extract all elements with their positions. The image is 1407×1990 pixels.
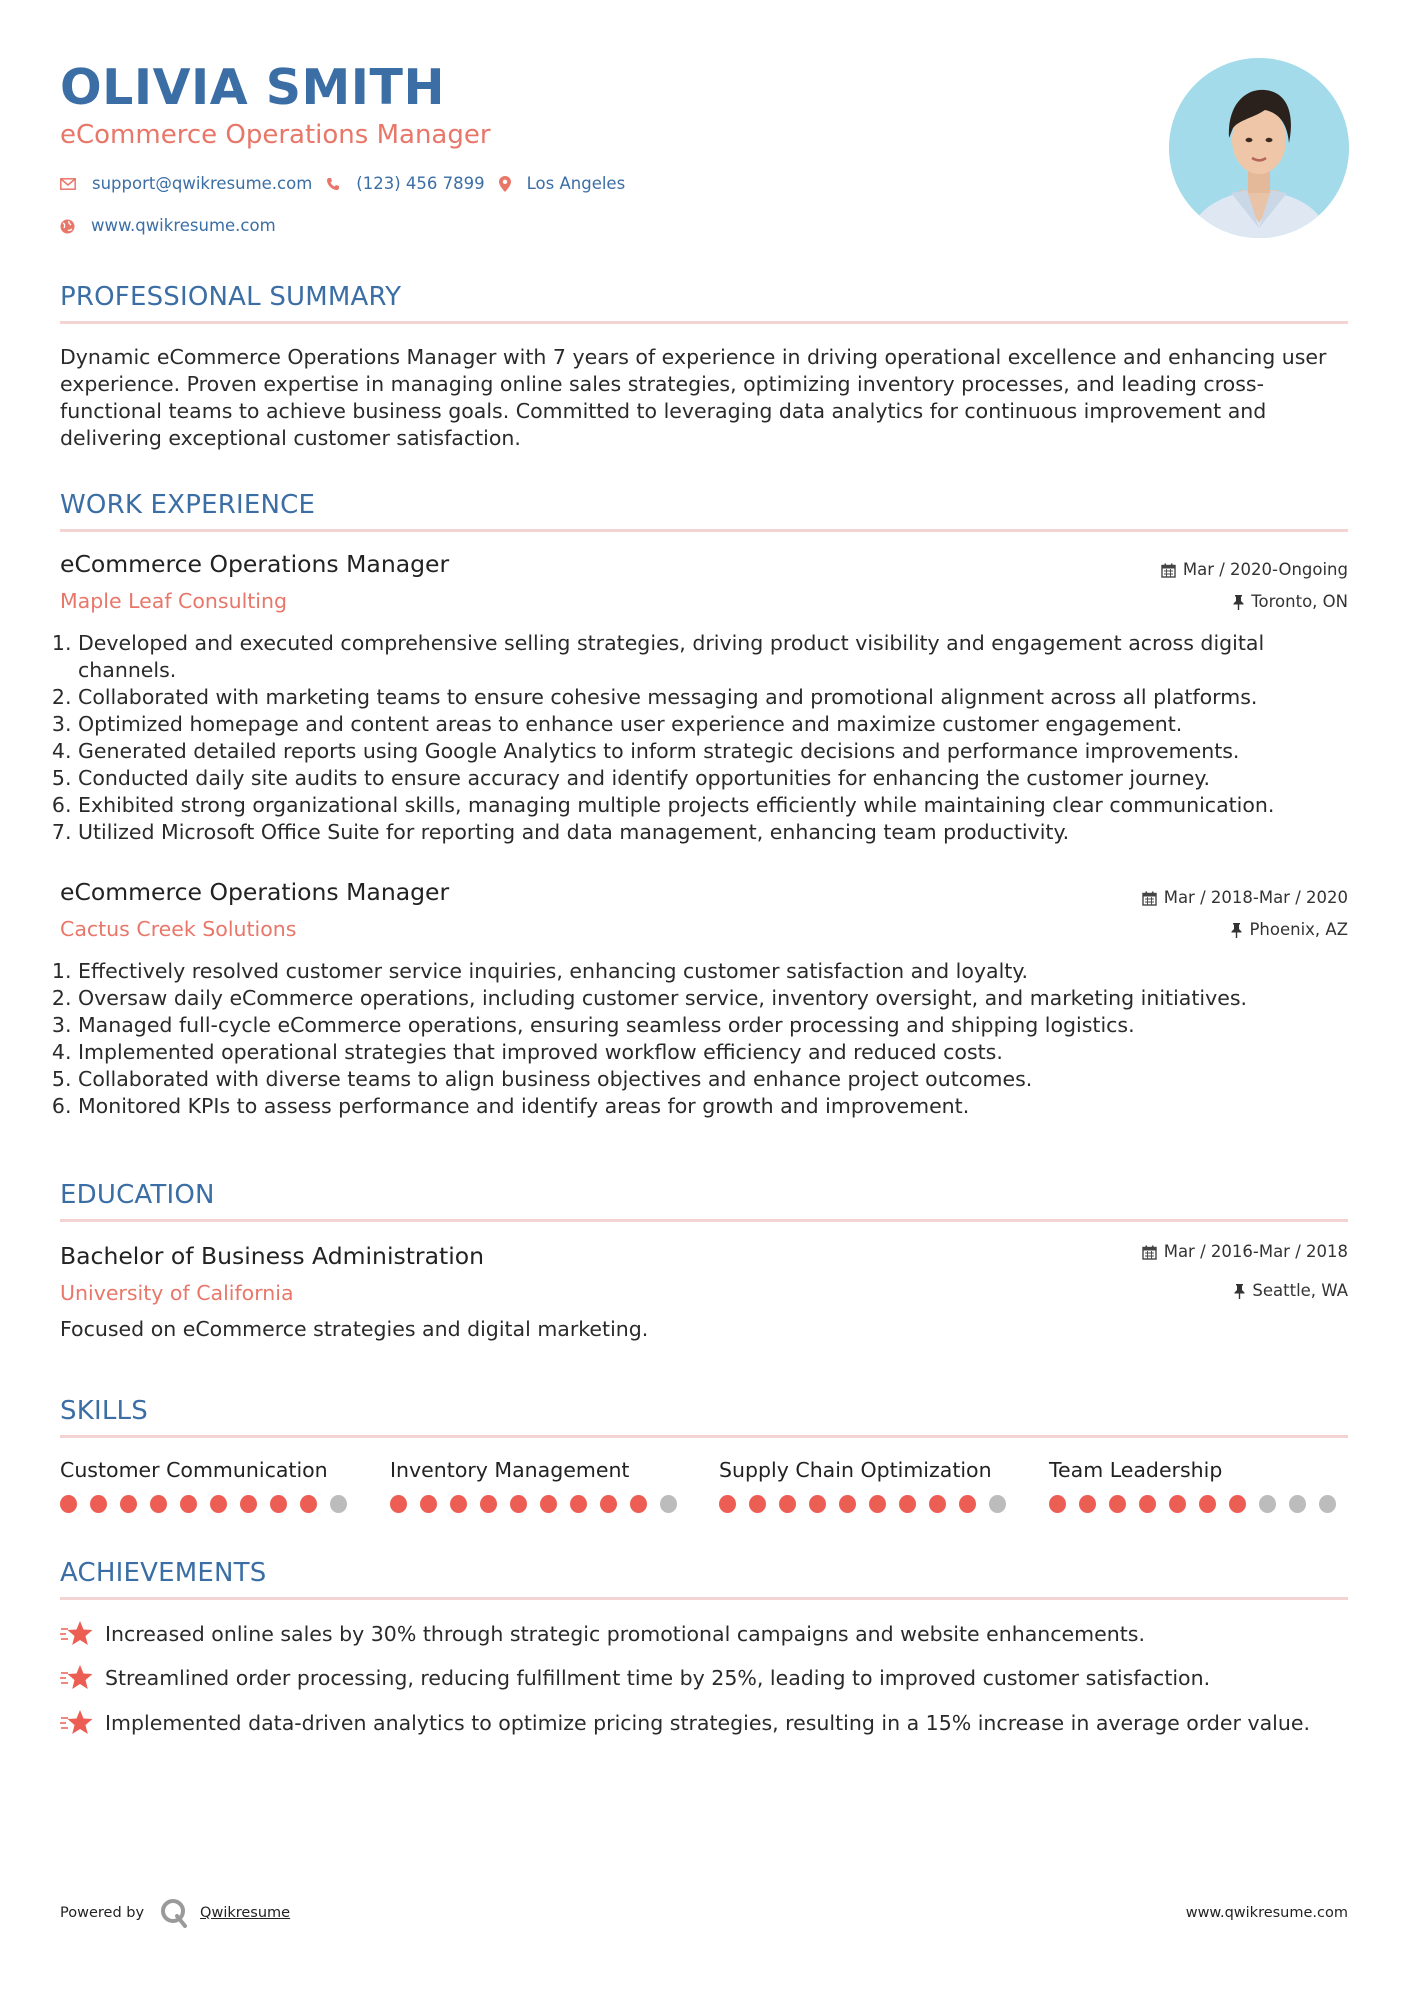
skill-dot-filled: [510, 1495, 527, 1513]
job-location: [1231, 919, 1348, 941]
phone-text: (123) 456 7899: [356, 174, 485, 193]
skill-dot-filled: [719, 1495, 736, 1513]
job-location-text: Phoenix, AZ: [1249, 920, 1348, 939]
skill-dot-filled: [779, 1495, 796, 1513]
skill-dot-filled: [210, 1495, 227, 1513]
job-location: [1233, 591, 1348, 613]
skill-rating: [60, 1495, 360, 1513]
skill-name: Team Leadership: [1049, 1458, 1223, 1482]
website-text: www.qwikresume.com: [91, 216, 276, 235]
skill-dot-filled: [1199, 1495, 1216, 1513]
qwikresume-link[interactable]: Qwikresume: [200, 1905, 291, 1921]
list-item: 4. Generated detailed reports using Google Analytics to inform strategic decisions and performance improvements.: [78, 738, 1366, 765]
skill-dot-empty: [1319, 1495, 1336, 1513]
skill-dot-filled: [959, 1495, 976, 1513]
skill-dot-filled: [630, 1495, 647, 1513]
skill-dot-filled: [240, 1495, 257, 1513]
job-company: Cactus Creek Solutions: [60, 917, 297, 941]
calendar-icon: [1142, 1245, 1157, 1260]
skill-rating: [719, 1495, 1019, 1513]
experience-title: WORK EXPERIENCE: [60, 490, 316, 520]
calendar-icon: [1161, 563, 1176, 578]
skill-item: [60, 1456, 360, 1513]
job-bullets: [60, 630, 1366, 846]
contact-row-1: [60, 173, 639, 195]
education-divider: [60, 1219, 1348, 1222]
skill-dot-empty: [1259, 1495, 1276, 1513]
achievement-text: Streamlined order processing, reducing fulfillment time by 25%, leading to improved customer satisfaction.: [105, 1666, 1211, 1690]
skill-dot-filled: [300, 1495, 317, 1513]
skill-dot-filled: [60, 1495, 77, 1513]
contact-row-2: [60, 215, 290, 237]
list-item: 7. Utilized Microsoft Office Suite for reporting and data management, enhancing team productivity.: [78, 819, 1366, 846]
resume-page: [60, 0, 1348, 1990]
footer-powered-by: [60, 1898, 290, 1928]
contact-email[interactable]: [60, 173, 312, 195]
skill-dot-filled: [1229, 1495, 1246, 1513]
education-date: [1142, 1241, 1348, 1263]
pushpin-icon: [1231, 923, 1242, 938]
candidate-role: eCommerce Operations Manager: [60, 120, 491, 150]
skill-dot-filled: [809, 1495, 826, 1513]
powered-by-text: Powered by: [60, 1905, 145, 1921]
skill-dot-filled: [570, 1495, 587, 1513]
skill-dot-filled: [1079, 1495, 1096, 1513]
achievements-divider: [60, 1597, 1348, 1600]
achievement-text: Implemented data-driven analytics to optimize pricing strategies, resulting in a 15% increase in average order value.: [105, 1711, 1310, 1735]
skill-dot-filled: [540, 1495, 557, 1513]
pushpin-icon: [1234, 1284, 1245, 1299]
list-item: 5. Conducted daily site audits to ensure accuracy and identify opportunities for enhancing the customer journey.: [78, 765, 1366, 792]
achievement-item: [60, 1709, 1310, 1737]
skill-dot-filled: [899, 1495, 916, 1513]
job-date: [1142, 887, 1348, 909]
skills-divider: [60, 1435, 1348, 1438]
star-icon: [60, 1664, 93, 1692]
skill-dot-filled: [749, 1495, 766, 1513]
skill-dot-filled: [1139, 1495, 1156, 1513]
skill-rating: [390, 1495, 690, 1513]
skill-dot-filled: [180, 1495, 197, 1513]
location-text: Los Angeles: [526, 174, 626, 193]
envelope-icon: [60, 178, 76, 190]
list-item: 3. Optimized homepage and content areas to enhance user experience and maximize customer engagement.: [78, 711, 1366, 738]
summary-title: PROFESSIONAL SUMMARY: [60, 282, 402, 312]
list-item: 1. Effectively resolved customer service inquiries, enhancing customer satisfaction and loyalty.: [78, 958, 1366, 985]
degree-title: Bachelor of Business Administration: [60, 1242, 485, 1270]
skill-dot-empty: [1289, 1495, 1306, 1513]
skill-dot-filled: [120, 1495, 137, 1513]
phone-icon: [326, 177, 340, 191]
profile-photo: [1169, 58, 1349, 238]
education-title: EDUCATION: [60, 1180, 215, 1210]
skill-dot-filled: [1109, 1495, 1126, 1513]
skill-dot-filled: [390, 1495, 407, 1513]
list-item: 1. Developed and executed comprehensive selling strategies, driving product visibility and engagement across digital channels.: [78, 630, 1366, 684]
skill-dot-filled: [600, 1495, 617, 1513]
list-item: 2. Oversaw daily eCommerce operations, including customer service, inventory oversight, and marketing initiatives.: [78, 985, 1366, 1012]
school-name: University of California: [60, 1281, 294, 1305]
pushpin-icon: [1233, 595, 1244, 610]
skill-rating: [1049, 1495, 1349, 1513]
skill-name: Inventory Management: [390, 1458, 630, 1482]
skill-dot-empty: [989, 1495, 1006, 1513]
skill-dot-filled: [90, 1495, 107, 1513]
education-location-text: Seattle, WA: [1252, 1281, 1348, 1300]
skill-dot-filled: [450, 1495, 467, 1513]
job-date: [1161, 559, 1348, 581]
email-text: support@qwikresume.com: [92, 174, 313, 193]
achievement-item: [60, 1620, 1145, 1648]
calendar-icon: [1142, 891, 1157, 906]
list-item: 6. Monitored KPIs to assess performance and identify areas for growth and improvement.: [78, 1093, 1366, 1120]
skill-item: [1049, 1456, 1349, 1513]
skill-item: [719, 1456, 1019, 1513]
candidate-name: OLIVIA SMITH: [60, 59, 445, 116]
skill-dot-filled: [150, 1495, 167, 1513]
skill-dot-filled: [420, 1495, 437, 1513]
list-item: 2. Collaborated with marketing teams to ensure cohesive messaging and promotional alignment across all platforms.: [78, 684, 1366, 711]
skill-dot-filled: [480, 1495, 497, 1513]
star-icon: [60, 1709, 93, 1737]
list-item: 4. Implemented operational strategies that improved workflow efficiency and reduced costs.: [78, 1039, 1366, 1066]
skill-item: [390, 1456, 690, 1513]
achievement-text: Increased online sales by 30% through strategic promotional campaigns and website enhancements.: [105, 1622, 1145, 1646]
footer-website[interactable]: www.qwikresume.com: [1185, 1905, 1348, 1921]
achievements-title: ACHIEVEMENTS: [60, 1558, 267, 1588]
education-date-text: Mar / 2016-Mar / 2018: [1163, 1242, 1348, 1261]
job-title: eCommerce Operations Manager: [60, 878, 450, 906]
job-title: eCommerce Operations Manager: [60, 550, 450, 578]
skill-dot-filled: [1169, 1495, 1186, 1513]
job-date-text: Mar / 2020-Ongoing: [1182, 560, 1348, 579]
skill-dot-filled: [929, 1495, 946, 1513]
job-company: Maple Leaf Consulting: [60, 589, 288, 613]
skill-dot-filled: [1049, 1495, 1066, 1513]
experience-divider: [60, 529, 1348, 532]
job-date-text: Mar / 2018-Mar / 2020: [1163, 888, 1348, 907]
globe-icon: [60, 219, 75, 234]
skill-dot-empty: [660, 1495, 677, 1513]
contact-phone[interactable]: [326, 173, 484, 195]
education-location: [1234, 1280, 1348, 1302]
list-item: 5. Collaborated with diverse teams to align business objectives and enhance project outcomes.: [78, 1066, 1366, 1093]
summary-divider: [60, 321, 1348, 324]
map-pin-icon: [499, 176, 511, 192]
skill-name: Customer Communication: [60, 1458, 328, 1482]
achievement-item: [60, 1664, 1210, 1692]
skill-dot-filled: [839, 1495, 856, 1513]
summary-text: Dynamic eCommerce Operations Manager with 7 years of experience in driving operational excellence and enhancing user experience. Proven expertise in managing online sales strategies, optimizing inventory processes, and leading cross-functional teams to achieve business goals. Committed to leveraging data analytics for continuous improvement and delivering exceptional customer satisfaction.: [60, 345, 1327, 450]
skill-dot-filled: [270, 1495, 287, 1513]
education-description: Focused on eCommerce strategies and digital marketing.: [60, 1317, 649, 1341]
skill-dot-filled: [869, 1495, 886, 1513]
skills-title: SKILLS: [60, 1396, 148, 1426]
skill-name: Supply Chain Optimization: [719, 1458, 992, 1482]
contact-location: [499, 173, 626, 195]
list-item: 3. Managed full-cycle eCommerce operations, ensuring seamless order processing and shipping logistics.: [78, 1012, 1366, 1039]
contact-website[interactable]: [60, 215, 276, 237]
list-item: 6. Exhibited strong organizational skills, managing multiple projects efficiently while maintaining clear communication.: [78, 792, 1366, 819]
star-icon: [60, 1620, 93, 1648]
job-bullets: [60, 958, 1366, 1120]
skill-dot-empty: [330, 1495, 347, 1513]
job-location-text: Toronto, ON: [1251, 592, 1348, 611]
qwikresume-logo-icon: [160, 1898, 188, 1928]
